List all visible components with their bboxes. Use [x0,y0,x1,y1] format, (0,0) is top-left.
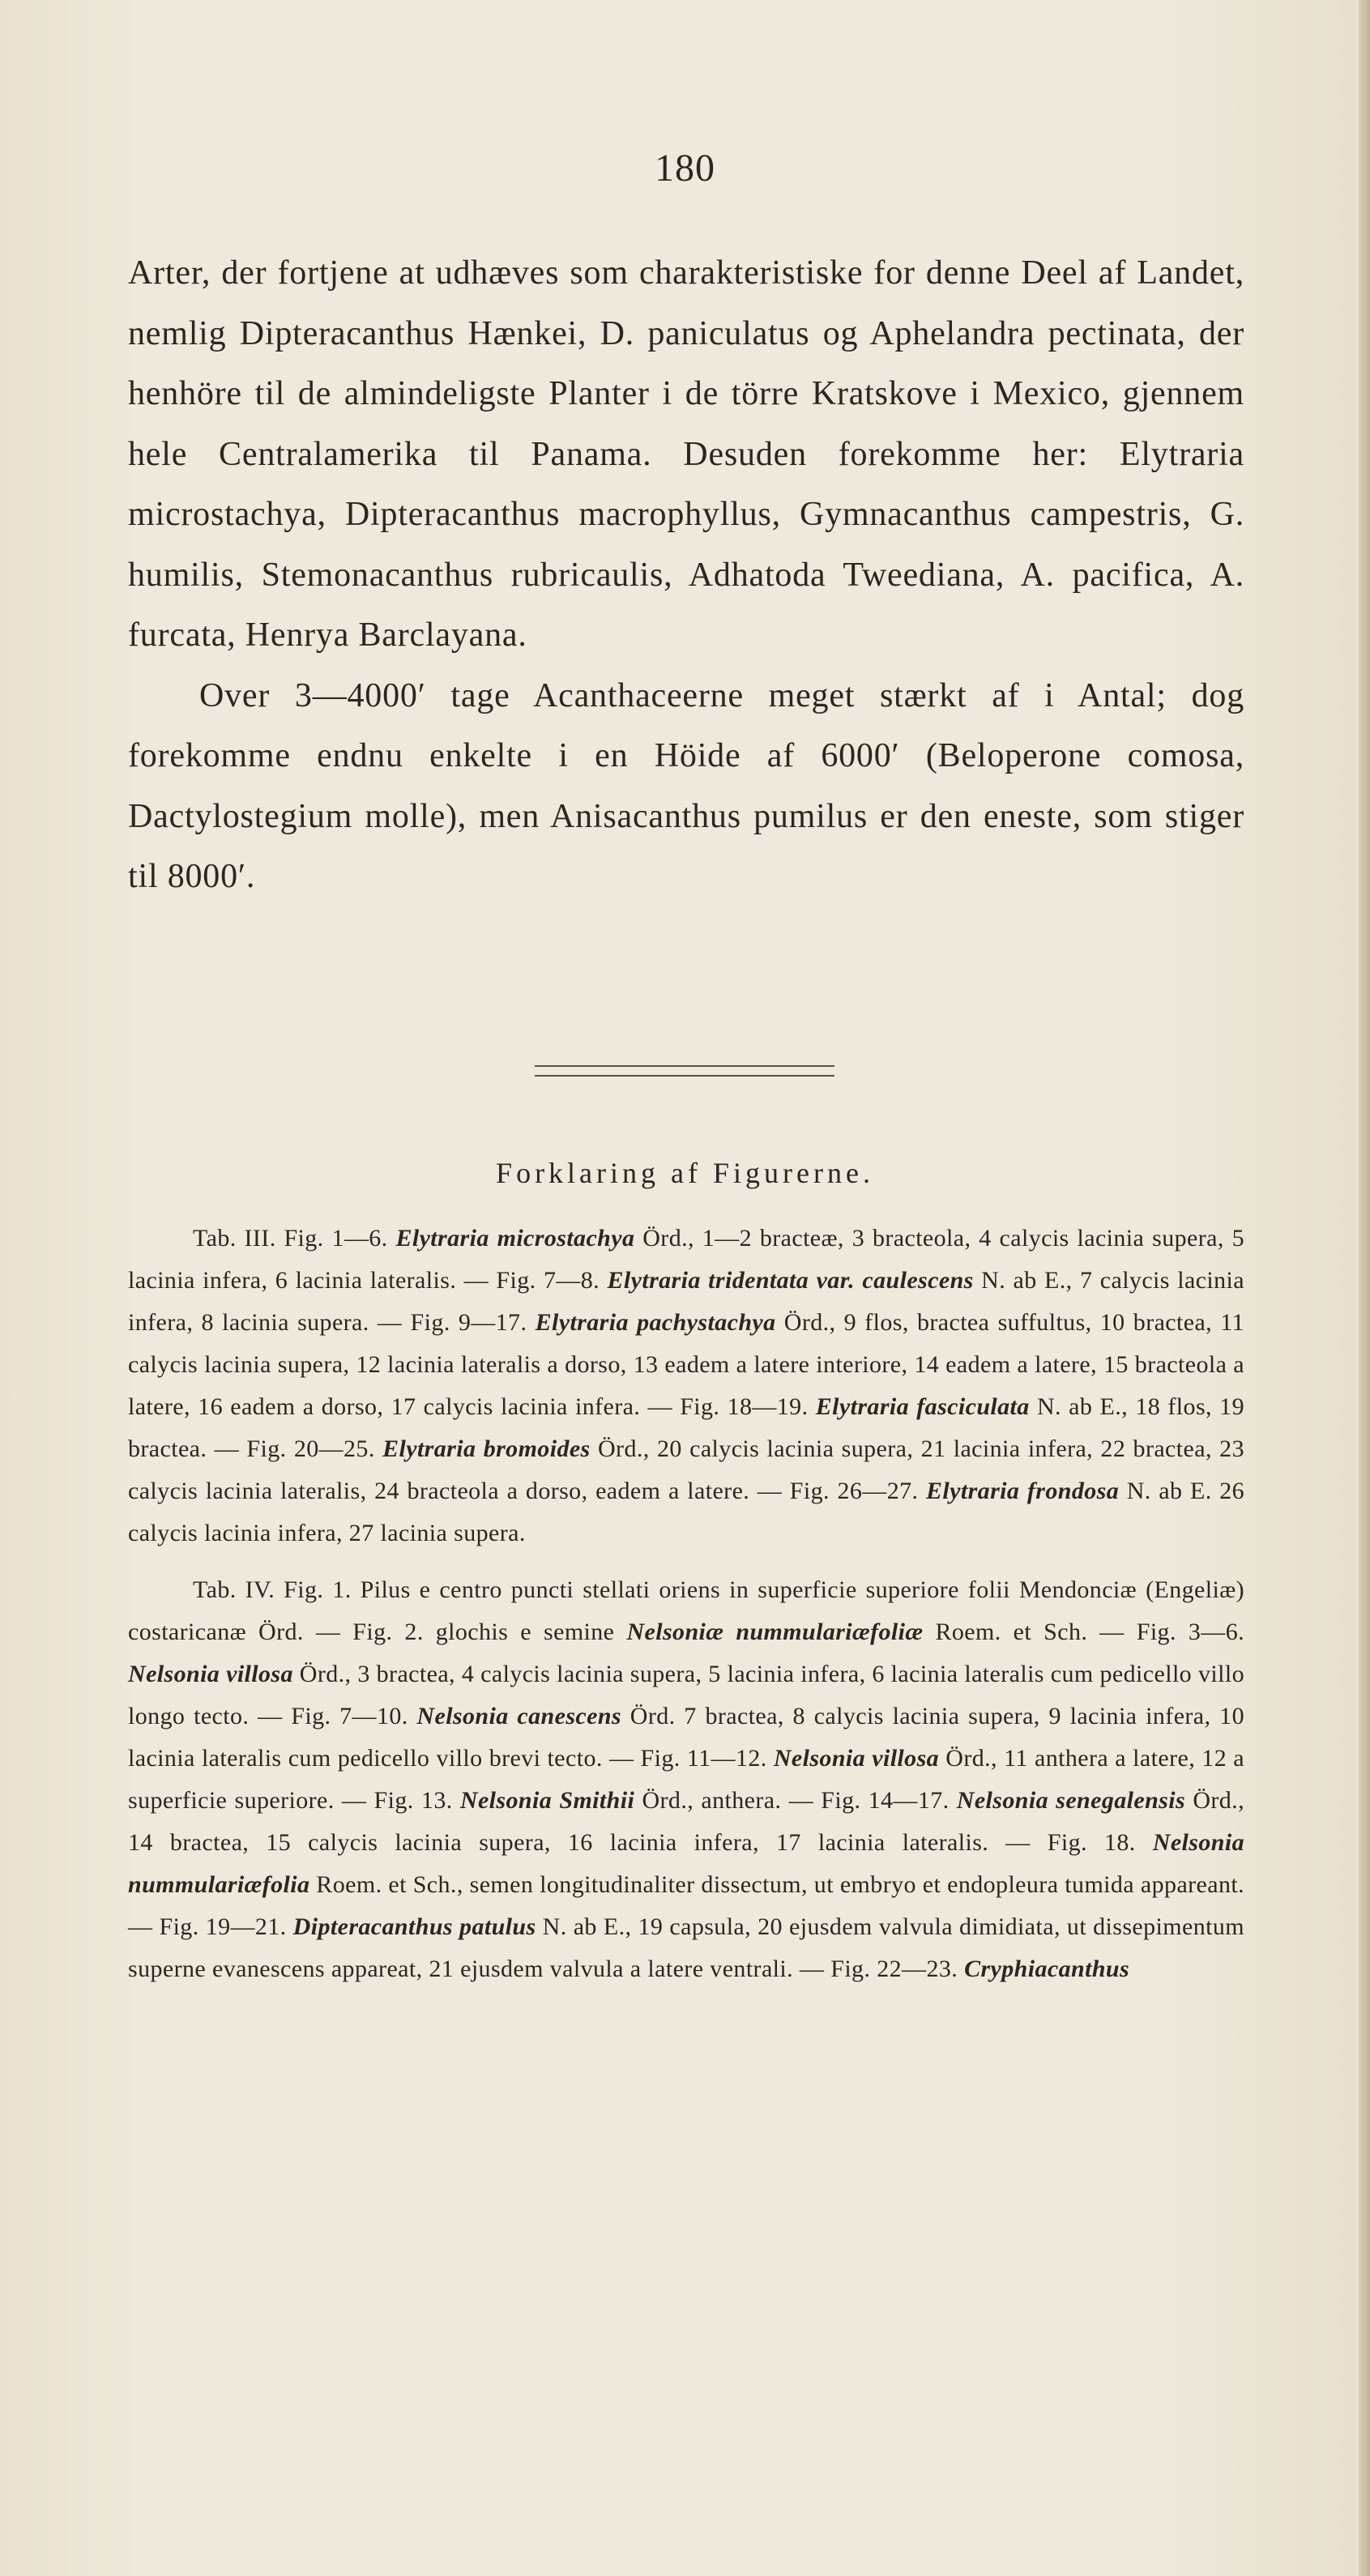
caption-text: Tab. IV. Fig. 1. Pilus e centro puncti stellati oriens in superficie superiore folii Mendonciæ (Engeliæ) costaricanæ Örd. — Fig. 2. glochis e semine [128,1576,1244,1645]
page-edge-shadow [1359,0,1370,2576]
caption-text: Örd., 9 flos, bractea suffultus, 10 bractea, 11 calycis lacinia supera, 12 lacinia lateralis a dorso, 13 eadem a latere interiore, 14 eadem a latere, 15 bracteola a latere, 16 eadem a dorso, 17 calycis lacinia infera. — Fig. 18—19. [128,1309,1244,1420]
species-name: Elytraria fasciculata [815,1393,1030,1420]
species-name: Elytraria bromoides [382,1435,591,1462]
caption-text: N. ab E., 7 calycis lacinia infera, 8 lacinia supera. — Fig. 9—17. [128,1267,1245,1336]
species-name: Nelsonia canescens [416,1703,621,1729]
species-name: Elytraria microstachya [395,1225,635,1252]
species-name: Dipteracanthus patulus [292,1913,536,1940]
caption-text: Örd., 20 calycis lacinia supera, 21 lacinia infera, 22 bractea, 23 calycis lacinia lateralis, 24 bracteola a dorso, eadem a latere. — Fig. 26—27. [128,1435,1244,1504]
species-name: Nelsoniæ nummulariæfoliæ [626,1619,924,1645]
species-name: Nelsonia senegalensis [956,1787,1186,1814]
caption-text: N. ab E., 19 capsula, 20 ejusdem valvula dimidiata, ut dissepimentum superne evanescens appareat, 21 ejusdem valvula a latere ventrali. — Fig. 22—23. [128,1913,1245,1982]
caption-tab-3 [128,1218,1244,1555]
section-heading: Forklaring af Figurerne. [496,1157,874,1189]
caption-text: N. ab E. 26 calycis lacinia infera, 27 lacinia supera. [128,1478,1245,1546]
species-name: Elytraria frondosa [926,1478,1120,1504]
body-paragraph: Arter, der fortjene at udhæves som charakteristiske for denne Deel af Landet, nemlig Dipteracanthus Hænkei, D. paniculatus og Aphelandra pectinata, der henhöre til de almindeligste Planter i de törre Kratskove i Mexico, gjennem hele Centralamerika til Panama. Desuden forekomme her: Elytraria microstachya, Dipteracanthus macrophyllus, Gymnacanthus campestris, G. humilis, Stemonacanthus rubricaulis, Adhatoda Tweediana, A. pacifica, A. furcata, Henrya Barclayana. [128,254,1244,654]
caption-text: N. ab E., 18 flos, 19 bractea. — Fig. 20—25. [128,1393,1244,1462]
caption-text: Örd., 14 bractea, 15 calycis lacinia supera, 16 lacinia infera, 17 lacinia lateralis. — Fig. 18. [128,1787,1244,1856]
caption-text: Örd., 1—2 bracteæ, 3 bracteola, 4 calycis lacinia supera, 5 lacinia infera, 6 lacinia lateralis. — Fig. 7—8. [128,1225,1244,1294]
species-name: Cryphiacanthus [964,1955,1130,1982]
body-paragraph: Over 3—4000′ tage Acanthaceerne meget stærkt af i Antal; dog forekomme endnu enkelte i en Höide af 6000′ (Beloperone comosa, Dactylostegium molle), men Anisacanthus pumilus er den eneste, som stiger til 8000′. [128,676,1244,895]
species-name: Nelsonia villosa [128,1661,293,1687]
caption-text: Roem. et Sch., semen longitudinaliter dissectum, ut embryo et endopleura tumida appareant. — Fig. 19—21. [128,1871,1245,1940]
section-divider [535,1065,834,1077]
caption-text: Roem. et Sch. — Fig. 3—6. [923,1619,1244,1645]
figure-captions [128,1218,1244,1990]
caption-text: Örd., 3 bractea, 4 calycis lacinia supera, 5 lacinia infera, 6 lacinia lateralis cum pedicello villo longo tecto. — Fig. 7—10. [128,1661,1244,1729]
caption-text: Örd., 11 anthera a latere, 12 a superficie superiore. — Fig. 13. [128,1745,1245,1814]
body-text [128,243,1244,907]
species-name: Nelsonia nummulariæfolia [128,1829,1244,1898]
species-name: Nelsonia Smithii [459,1787,635,1814]
caption-text: Tab. III. Fig. 1—6. [193,1225,396,1252]
page-number: 180 [655,147,715,190]
species-name: Nelsonia villosa [773,1745,940,1772]
caption-text: Örd. 7 bractea, 8 calycis lacinia supera, 9 lacinia infera, 10 lacinia lateralis cum pedicello villo brevi tecto. — Fig. 11—12. [128,1703,1244,1772]
caption-tab-4 [128,1569,1244,1990]
species-name: Elytraria pachystachya [535,1309,776,1336]
caption-text: Örd., anthera. — Fig. 14—17. [634,1787,957,1814]
species-name: Elytraria tridentata var. caulescens [607,1267,974,1294]
